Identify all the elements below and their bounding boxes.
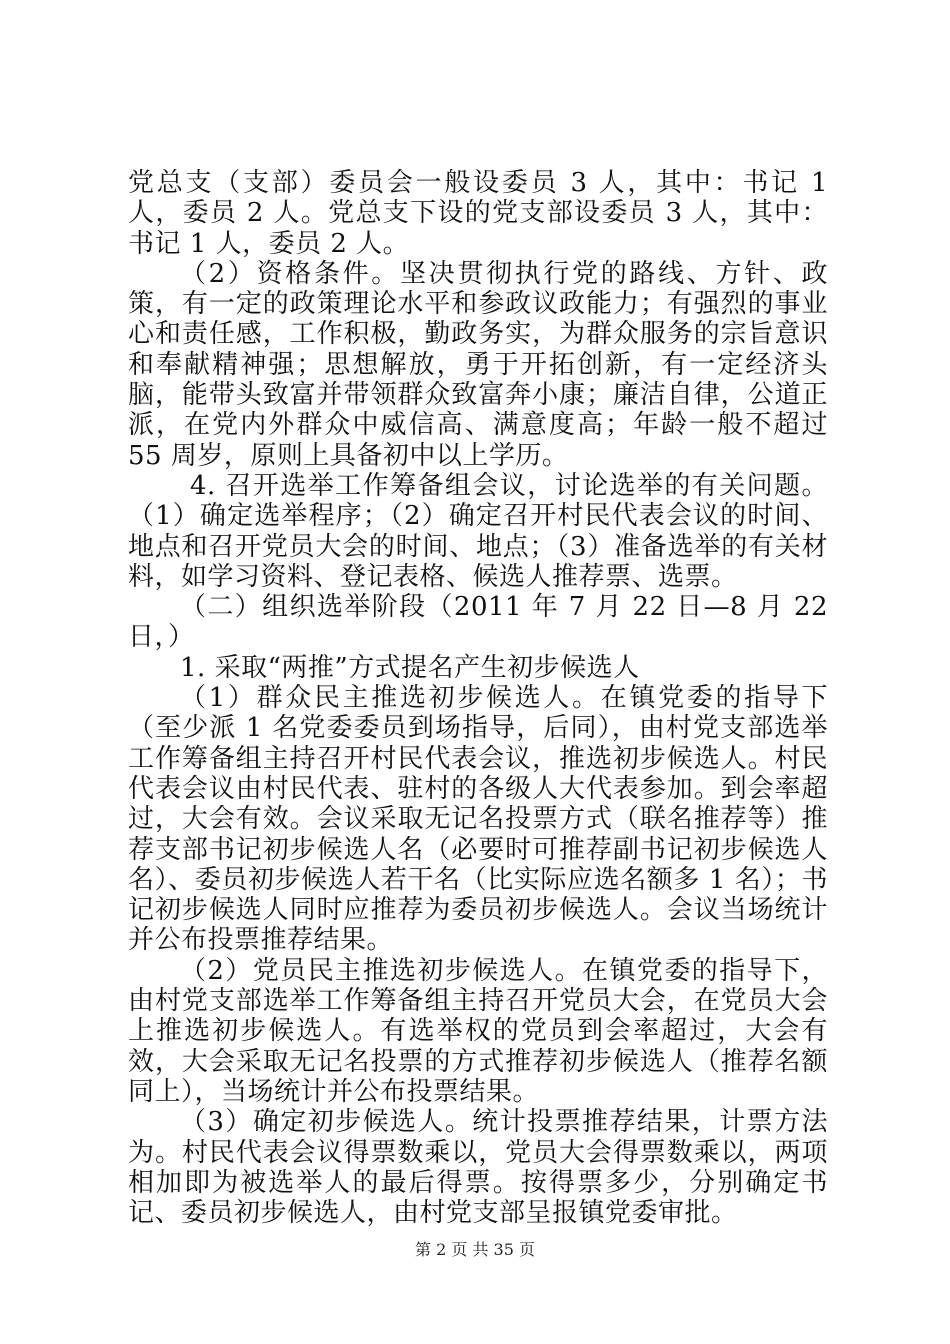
paragraph-qualifications: （2）资格条件。坚决贯彻执行党的路线、方针、政策，有一定的政策理论水平和参政议政能力；有强烈的事业心和责任感，工作积极，勤政务实，为群众服务的宗旨意识和奉献精神强；思想解放，勇于开拓创新，有一定经济头脑，能带头致富并带领群众致富奔小康；廉洁自律，公道正派，在党内外群众中威信高、满意度高；年龄一般不超过 55 周岁，原则上具备初中以上学历。	[128, 258, 828, 471]
section-heading-election-stage: （二）组织选举阶段（2011 年 7 月 22 日—8 月 22 日，）	[128, 592, 828, 653]
paragraph-determine-candidates: （3）确定初步候选人。统计投票推荐结果，计票方法为。村民代表会议得票数乘以，党员大会得票数乘以，两项相加即为被选举人的最后得票。按得票多少，分别确定书记、委员初步候选人，由村党支部呈报镇党委审批。	[128, 1107, 828, 1229]
subheading-two-recommendations: 1. 采取“两推”方式提名产生初步候选人	[180, 652, 640, 683]
paragraph-committee-size: 党总支（支部）委员会一般设委员 3 人，其中：书记 1 人，委员 2 人。党总支下设的党支部设委员 3 人，其中：书记 1 人，委员 2 人。	[128, 168, 828, 259]
paragraph-mass-recommendation: （1）群众民主推选初步候选人。在镇党委的指导下（至少派 1 名党委委员到场指导，后同），由村党支部选举工作筹备组主持召开村民代表会议，推选初步候选人。村民代表会议由村民代表、驻村的各级人大代表参加。到会率超过，大会有效。会议采取无记名投票方式（联名推荐等）推荐支部书记初步候选人名（必要时可推荐副书记初步候选人名）、委员初步候选人若干名（比实际应选名额多 1 名）；书记初步候选人同时应推荐为委员初步候选人。会议当场统计并公布投票推荐结果。	[128, 683, 828, 956]
page-number-footer: 第 2 页 共 35 页	[415, 1240, 535, 1259]
paragraph-preparatory-meeting: 4. 召开选举工作筹备组会议，讨论选举的有关问题。（1）确定选举程序；（2）确定召开村民代表会议的时间、地点和召开党员大会的时间、地点；（3）准备选举的有关材料，如学习资料、登记表格、候选人推荐票、选票。	[128, 470, 828, 592]
document-body	[128, 168, 828, 1228]
paragraph-party-member-recommendation: （2）党员民主推选初步候选人。在镇党委的指导下，由村党支部选举工作筹备组主持召开党员大会，在党员大会上推选初步候选人。有选举权的党员到会率超过，大会有效，大会采取无记名投票的方式推荐初步候选人（推荐名额同上），当场统计并公布投票结果。	[128, 955, 828, 1107]
